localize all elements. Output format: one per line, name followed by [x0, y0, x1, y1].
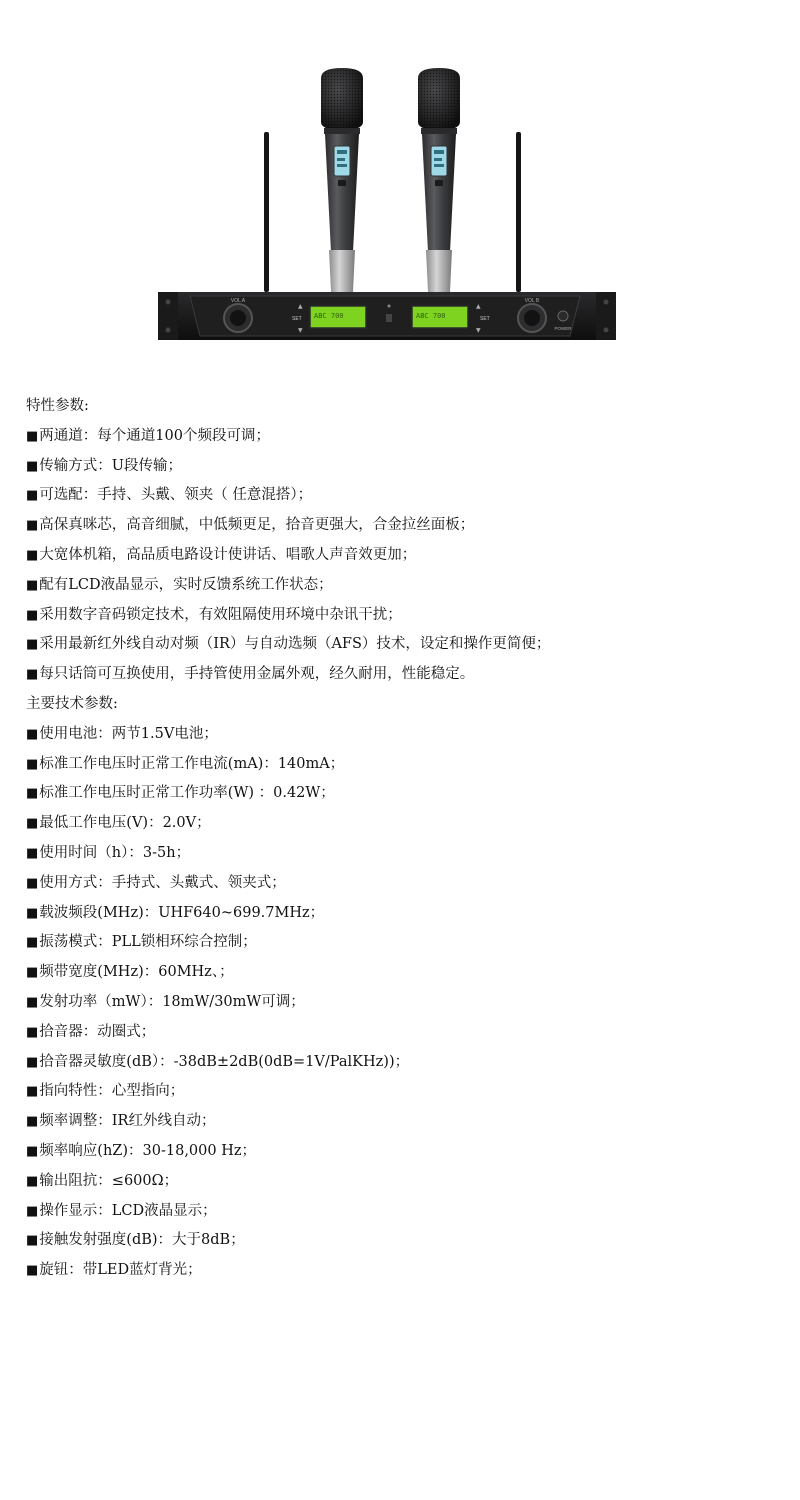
- product-image: [150, 60, 630, 350]
- tech-item: ■ 指向特性：心型指向；: [26, 1077, 780, 1107]
- tech-item: ■ 使用方式：手持式、头戴式、领夹式；: [26, 869, 780, 899]
- feature-item: ■ 高保真咪芯，高音细腻，中低频更足，拾音更强大，合金拉丝面板；: [26, 511, 780, 541]
- tech-item: ■ 标准工作电压时正常工作电流(mA)：140mA；: [26, 750, 780, 780]
- tech-item: ■ 拾音器灵敏度(dB）：-38dB±2dB(0dB=1V/PalKHz))；: [26, 1048, 780, 1078]
- tech-item: ■ 振荡模式：PLL锁相环综合控制；: [26, 928, 780, 958]
- svg-text:▲: ▲: [298, 303, 303, 310]
- set-label-left: SET: [292, 316, 302, 322]
- right-microphone: [418, 68, 460, 292]
- svg-text:▼: ▼: [298, 327, 303, 334]
- feature-item: ■ 大宽体机箱，高品质电路设计使讲话、唱歌人声音效更加；: [26, 541, 780, 571]
- feature-item: ■ 传输方式：U段传输；: [26, 452, 780, 482]
- lcd-text-right: ABC 700: [416, 312, 446, 320]
- feature-item: ■ 每只话筒可互换使用，手持管使用金属外观，经久耐用，性能稳定。: [26, 660, 780, 690]
- feature-item: ■ 配有LCD液晶显示，实时反馈系统工作状态；: [26, 571, 780, 601]
- receiver-unit: [158, 292, 616, 340]
- tech-item: ■ 接触发射强度(dB)：大于8dB；: [26, 1226, 780, 1256]
- feature-item: ■ 可选配：手持、头戴、领夹（ 任意混搭）；: [26, 481, 780, 511]
- lcd-text-left: ABC 700: [314, 312, 344, 320]
- tech-item: ■ 标准工作电压时正常工作功率(W) ：0.42W；: [26, 779, 780, 809]
- technical-heading: 主要技术参数:: [26, 695, 118, 712]
- svg-text:▲: ▲: [476, 303, 481, 310]
- tech-item: ■ 最低工作电压(V)：2.0V；: [26, 809, 780, 839]
- spec-list: [26, 392, 780, 1286]
- set-label-right: SET: [480, 316, 490, 322]
- tech-item: ■ 频率调整：IR红外线自动；: [26, 1107, 780, 1137]
- tech-item: ■ 载波频段(MHz)：UHF640~699.7MHz；: [26, 899, 780, 929]
- feature-item: ■ 采用最新红外线自动对频（IR）与自动选频（AFS）技术，设定和操作更简便；: [26, 630, 780, 660]
- tech-item: ■ 拾音器：动圈式；: [26, 1018, 780, 1048]
- feature-item: ■ 采用数字音码锁定技术，有效阻隔使用环境中杂讯干扰；: [26, 601, 780, 631]
- tech-item: ■ 使用电池：两节1.5V电池；: [26, 720, 780, 750]
- knob-label-right: VOL B: [524, 298, 540, 304]
- power-button: [558, 311, 568, 321]
- tech-item: ■ 旋钮：带LED蓝灯背光；: [26, 1256, 780, 1286]
- tech-item: ■ 发射功率（mW）：18mW/30mW可调；: [26, 988, 780, 1018]
- tech-item: ■ 操作显示：LCD液晶显示；: [26, 1197, 780, 1227]
- power-label: POWER: [554, 326, 572, 331]
- tech-item: ■ 输出阻抗：≤600Ω；: [26, 1167, 780, 1197]
- left-antenna: [264, 132, 269, 292]
- right-antenna: [516, 132, 521, 292]
- features-heading: 特性参数:: [26, 398, 89, 414]
- tech-item: ■ 频率响应(hZ)：30-18,000 Hz；: [26, 1137, 780, 1167]
- feature-item: ■ 两通道：每个通道100个频段可调；: [26, 422, 780, 452]
- left-microphone: [321, 68, 363, 292]
- tech-item: ■ 频带宽度(MHz)：60MHz、；: [26, 958, 780, 988]
- knob-label-left: VOL A: [230, 298, 246, 304]
- tech-item: ■ 使用时间（h）：3-5h；: [26, 839, 780, 869]
- svg-text:▼: ▼: [476, 327, 481, 334]
